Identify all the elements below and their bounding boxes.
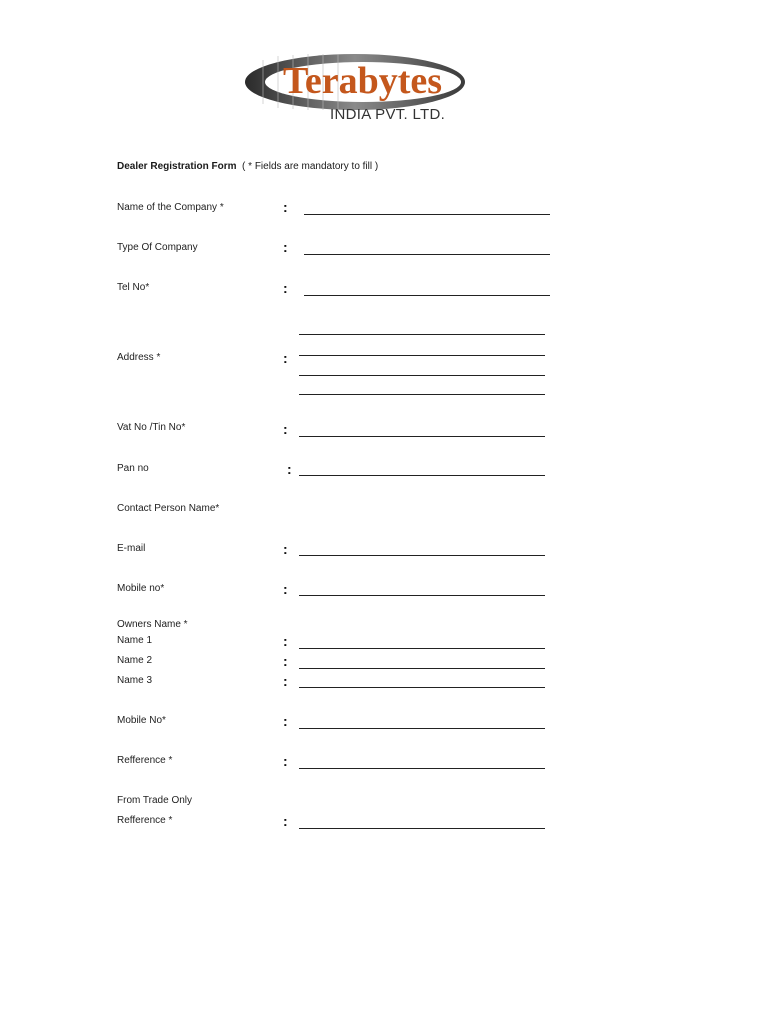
colon: : (283, 673, 288, 689)
contact-person-label: Contact Person Name* (117, 503, 220, 514)
reference-field[interactable] (299, 768, 545, 769)
address-label: Address * (117, 352, 161, 363)
address-line-1[interactable] (299, 334, 545, 335)
owners-name-label: Owners Name * (117, 619, 188, 630)
mobile-no-2-label: Mobile No* (117, 715, 166, 726)
trade-reference-label: Refference * (117, 815, 173, 826)
email-label: E-mail (117, 543, 146, 554)
mobile-no-field[interactable] (299, 595, 545, 596)
address-line-3[interactable] (299, 375, 545, 376)
form-title (117, 161, 378, 172)
tel-no-field[interactable] (304, 295, 550, 296)
owner-name-3-label: Name 3 (117, 675, 153, 686)
colon: : (287, 461, 292, 477)
form-title-main: Dealer Registration Form (117, 161, 237, 172)
owner-name-1-field[interactable] (299, 648, 545, 649)
colon: : (283, 239, 288, 255)
address-line-4[interactable] (299, 394, 545, 395)
address-line-2[interactable] (299, 355, 545, 356)
colon: : (283, 753, 288, 769)
owner-name-1-label: Name 1 (117, 635, 153, 646)
colon: : (283, 581, 288, 597)
pan-no-field[interactable] (299, 475, 545, 476)
colon: : (283, 199, 288, 215)
trade-reference-field[interactable] (299, 828, 545, 829)
colon: : (283, 813, 288, 829)
email-field[interactable] (299, 555, 545, 556)
colon: : (283, 280, 288, 296)
logo-wordmark: Terabytes (283, 60, 443, 102)
reference-label: Refference * (117, 755, 173, 766)
company-name-label: Name of the Company * (117, 202, 224, 213)
colon: : (283, 713, 288, 729)
from-trade-only-label: From Trade Only (117, 795, 193, 806)
colon: : (283, 350, 288, 366)
tel-no-label: Tel No* (117, 282, 150, 293)
logo-subtitle: INDIA PVT. LTD. (330, 106, 446, 123)
colon: : (283, 421, 288, 437)
company-name-field[interactable] (304, 214, 550, 215)
owner-name-2-field[interactable] (299, 668, 545, 669)
company-type-field[interactable] (304, 254, 550, 255)
colon: : (283, 541, 288, 557)
form-title-note: ( * Fields are mandatory to fill ) (242, 161, 379, 172)
mobile-no-label: Mobile no* (117, 583, 165, 594)
vat-tin-field[interactable] (299, 436, 545, 437)
company-type-label: Type Of Company (117, 242, 198, 253)
colon: : (283, 653, 288, 669)
colon: : (283, 633, 288, 649)
vat-tin-label: Vat No /Tin No* (117, 422, 186, 433)
owner-name-3-field[interactable] (299, 687, 545, 688)
pan-no-label: Pan no (117, 463, 149, 474)
owner-name-2-label: Name 2 (117, 655, 153, 666)
mobile-no-2-field[interactable] (299, 728, 545, 729)
